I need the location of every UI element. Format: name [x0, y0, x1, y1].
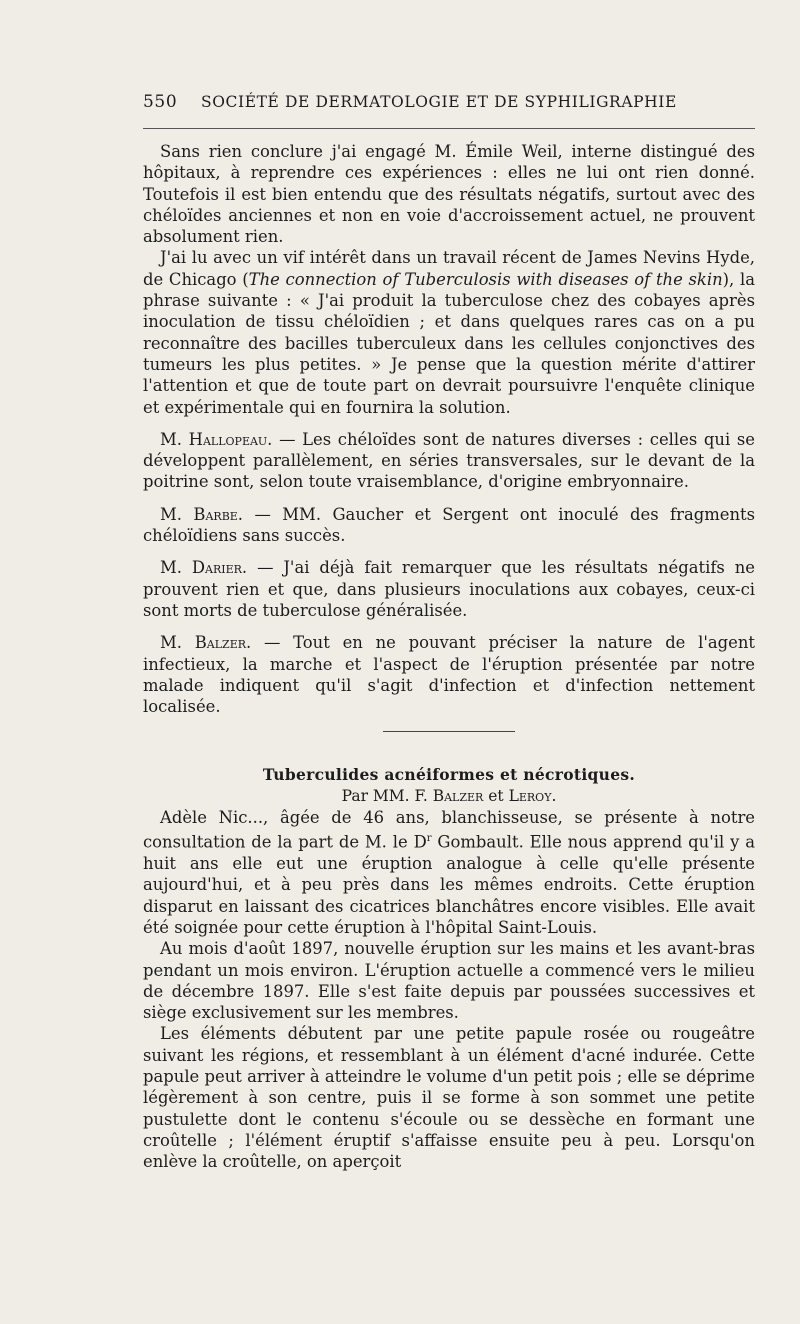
- case-paragraph: Les éléments débutent par une petite papule rosée ou rougeâtre suivant les régions, et ressemblant à un élément d'acné indurée. Cette papule peut arriver à atteindre le volume d'un petit pois ; elle se déprime légèrement à son centre, puis il se forme à son sommet une petite pustulette dont le contenu s'écoule ou se dessèche en formant une croûtelle ; l'élément éruptif s'affaisse ensuite peu à peu. Lorsqu'on enlève la croûtelle, on aperçoit: [143, 1024, 755, 1172]
- speaker-remark-hallopeau: M. Hallopeau. — Les chéloïdes sont de natures diverses : celles qui se développent parallèlement, en séries transversales, sur le devant de la poitrine sont, selon toute vraisemblance, d'origine embryonnaire.: [143, 429, 756, 492]
- section-title: Tuberculides acnéiformes et nécrotiques.: [262, 765, 636, 785]
- paragraph: Sans rien conclure j'ai engagé M. Émile Weil, interne distingué des hôpitaux, à reprendre ces expériences : elles ne lui ont rien donné. Toutefois il est bien entendu que des résultats négatifs, surtout avec des chéloïdes anciennes et non en voie d'accroissement actuel, ne prouvent absolument rien.: [143, 142, 755, 247]
- speaker-remark-balzer: M. Balzer. — Tout en ne pouvant préciser la nature de l'agent infectieux, la marche et l'aspect de l'éruption présentée par notre malade indiquent qu'il s'agit d'infection et d'infection nettement localisée.: [143, 633, 756, 717]
- header-rule: [143, 128, 755, 129]
- speaker-name: Darier.: [191, 558, 248, 578]
- running-header: [143, 92, 755, 114]
- section-divider: [383, 731, 515, 732]
- speaker-name: Balzer.: [194, 633, 252, 653]
- cited-work-title: The connection of Tuberculosis with diseases of the skin: [248, 269, 723, 289]
- speaker-name: Hallopeau.: [188, 429, 273, 449]
- speaker-remark-darier: M. Darier. — J'ai déjà fait remarquer que les résultats négatifs ne prouvent rien et que, dans plusieurs inoculations aux cobayes, ceux-ci sont morts de tuberculose généralisée.: [143, 558, 755, 620]
- speaker-name: Barbe.: [193, 504, 244, 524]
- paragraph: J'ai lu avec un vif intérêt dans un travail récent de James Nevins Hyde, de Chicago (The connection of Tuberculosis with diseases of the skin), la phrase suivante : « J'ai produit la tuberculose chez des cobayes après inoculation de tissu chéloïdien ; et dans quelques rares cas on a pu reconnaître des bacilles tuberculeux dans les cellules conjonctives des tumeurs les plus petites. » Je pense que la question mérite d'attirer l'attention et que de toute part on devrait poursuivre l'enquête clinique et expérimentale qui en fournira la solution.: [143, 248, 755, 417]
- page-number: 550: [143, 92, 178, 112]
- case-paragraph: Au mois d'août 1897, nouvelle éruption sur les mains et les avant-bras pendant un mois environ. L'éruption actuelle a commencé vers le milieu de décembre 1897. Elle s'est faite depuis par poussées successives et siège exclusivement sur les membres.: [143, 939, 755, 1023]
- speaker-remark-barbe: M. Barbe. — MM. Gaucher et Sergent ont inoculé des fragments chéloïdiens sans succès.: [143, 504, 756, 546]
- running-title: SOCIÉTÉ DE DERMATOLOGIE ET DE SYPHILIGRAPHIE: [201, 93, 677, 111]
- section-authors: Par MM. F. Balzer et Leroy.: [341, 786, 557, 805]
- body-text: [143, 141, 755, 1173]
- case-paragraph: Adèle Nic..., âgée de 46 ans, blanchisseuse, se présente à notre consultation de la part de M. le $D^r$ Gombault. Elle nous apprend qu'il y a huit ans elle eut une éruption analogue à celle qu'elle présente aujourd'hui, et à peu près dans les mêmes endroits. Cette éruption disparut en laissant des cicatrices blanchâtres encore visibles. Elle avait été soignée pour cette éruption à l'hôpital Saint-Louis.: [143, 808, 755, 937]
